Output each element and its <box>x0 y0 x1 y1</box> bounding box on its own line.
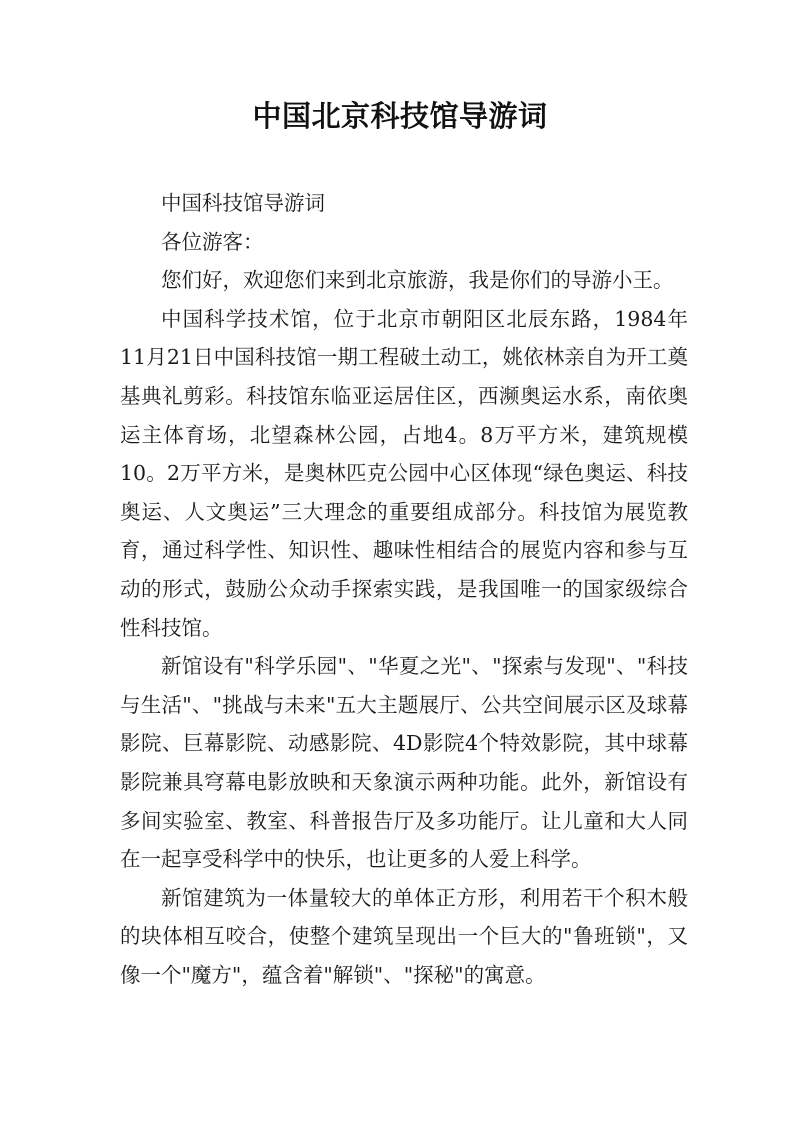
paragraph-greeting: 各位游客： <box>161 229 264 254</box>
paragraph-subtitle: 中国科技馆导游词 <box>161 191 325 215</box>
document-title: 中国北京科技馆导游词 <box>252 99 548 133</box>
paragraph-architecture: 新馆建筑为一体量较大的单体正方形，利用若干个积木般的块体相互咬合，使整个建筑呈现出一个巨大的"鲁班锁"，又像一个"魔方"，蕴含着"解锁"、"探秘"的寓意。 <box>120 885 688 987</box>
paragraph-welcome: 您们好，欢迎您们来到北京旅游，我是你们的导游小王。 <box>161 268 674 293</box>
paragraph-new-hall: 新馆设有"科学乐园"、"华夏之光"、"探索与发现"、"科技与生活"、"挑战与未来"五大主题展厅、公共空间展示区及球幕影院、巨幕影院、动感影院、4D影院4个特效影院，其中球幕影院兼具穹幕电影放映和天象演示两种功能。此外，新馆设有多间实验室、教室、科普报告厅及多功能厅。让儿童和大人同在一起享受科学中的快乐，也让更多的人爱上科学。 <box>120 654 688 872</box>
paragraph-introduction: 中国科学技术馆，位于北京市朝阳区北辰东路，1984年11月21日中国科技馆一期工程破土动工，姚依林亲自为开工奠基典礼剪彩。科技馆东临亚运居住区，西濒奥运水系，南依奥运主体育场，北望森林公园，占地4。8万平方米，建筑规模10。2万平方米，是奥林匹克公园中心区体现“绿色奥运、科技奥运、人文奥运”三大理念的重要组成部分。科技馆为展览教育，通过科学性、知识性、趣味性相结合的展览内容和参与互动的形式，鼓励公众动手探索实践，是我国唯一的国家级综合性科技馆。 <box>120 306 688 640</box>
document-body <box>120 184 688 994</box>
